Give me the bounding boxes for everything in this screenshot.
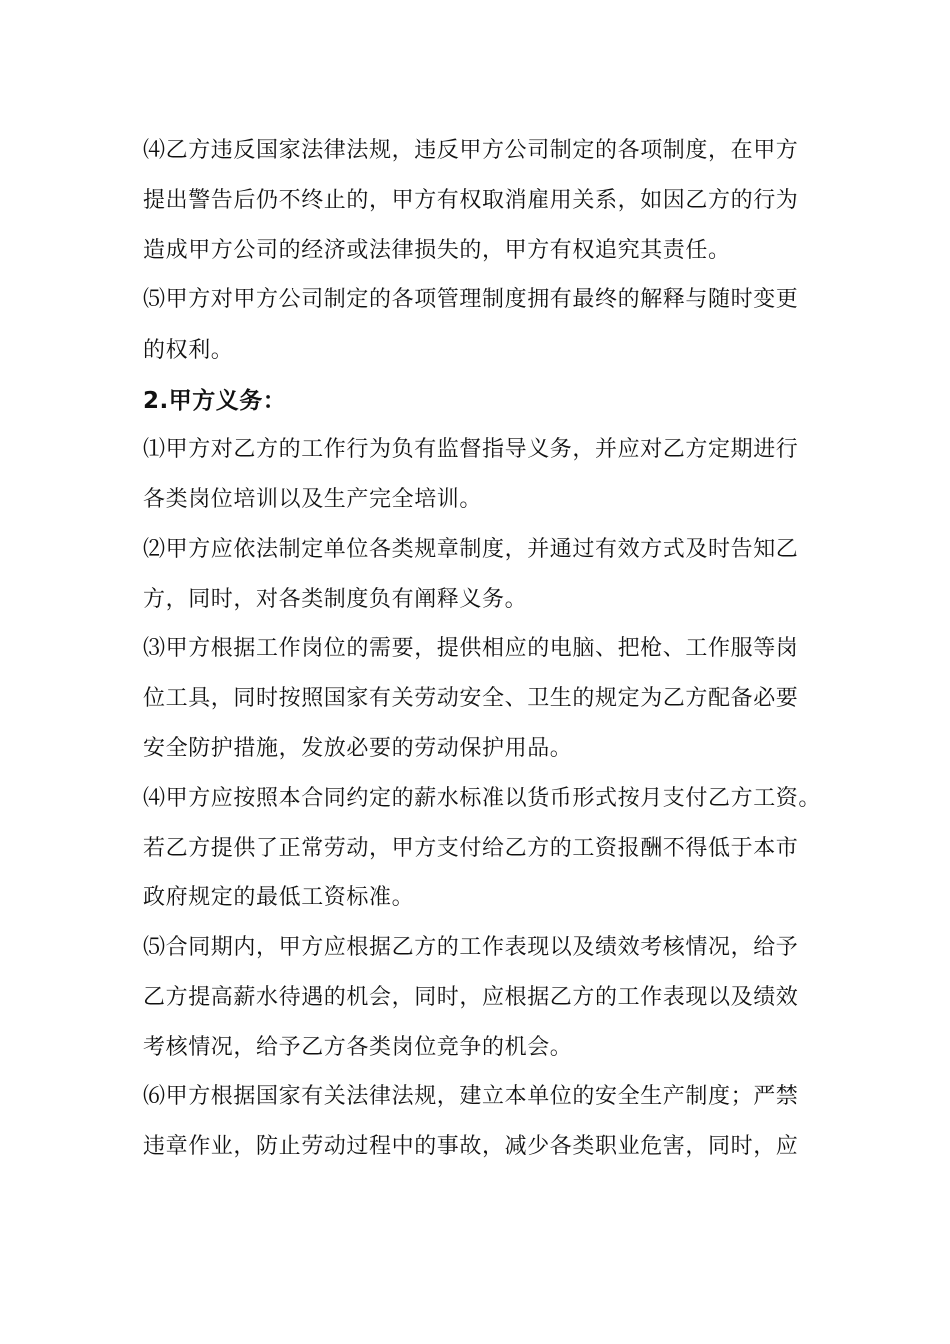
paragraph-line: 安全防护措施，发放必要的劳动保护用品。 bbox=[143, 736, 573, 761]
paragraph-line: ⑷甲方应按照本合同约定的薪水标准以货币形式按月支付乙方工资。 bbox=[143, 786, 822, 811]
paragraph-line: 位工具，同时按照国家有关劳动安全、卫生的规定为乙方配备必要 bbox=[143, 686, 799, 711]
paragraph-line: ⑹甲方根据国家有关法律法规，建立本单位的安全生产制度；严禁 bbox=[143, 1084, 799, 1109]
section-heading: 2.甲方义务： bbox=[143, 388, 287, 414]
paragraph-line: ⑸合同期内，甲方应根据乙方的工作表现以及绩效考核情况，给予 bbox=[143, 935, 799, 960]
paragraph-line: 乙方提高薪水待遇的机会，同时，应根据乙方的工作表现以及绩效 bbox=[143, 985, 799, 1010]
paragraph-line: 违章作业，防止劳动过程中的事故，减少各类职业危害，同时，应 bbox=[143, 1134, 799, 1159]
paragraph-line: 各类岗位培训以及生产完全培训。 bbox=[143, 487, 483, 512]
paragraph-line: 的权利。 bbox=[143, 338, 234, 363]
paragraph-line: ⑴甲方对乙方的工作行为负有监督指导义务，并应对乙方定期进行 bbox=[143, 437, 799, 462]
paragraph-line: 方，同时，对各类制度负有阐释义务。 bbox=[143, 587, 528, 612]
paragraph-line: ⑸甲方对甲方公司制定的各项管理制度拥有最终的解释与随时变更 bbox=[143, 287, 799, 312]
paragraph-line: ⑷乙方违反国家法律法规，违反甲方公司制定的各项制度，在甲方 bbox=[143, 138, 799, 163]
paragraph-line: 考核情况，给予乙方各类岗位竞争的机会。 bbox=[143, 1035, 573, 1060]
paragraph-line: ⑶甲方根据工作岗位的需要，提供相应的电脑、把枪、工作服等岗 bbox=[143, 636, 799, 661]
paragraph-line: ⑵甲方应依法制定单位各类规章制度，并通过有效方式及时告知乙 bbox=[143, 537, 799, 562]
paragraph-line: 提出警告后仍不终止的，甲方有权取消雇用关系，如因乙方的行为 bbox=[143, 188, 799, 213]
paragraph-line: 若乙方提供了正常劳动，甲方支付给乙方的工资报酬不得低于本市 bbox=[143, 836, 799, 861]
paragraph-line: 造成甲方公司的经济或法律损失的，甲方有权追究其责任。 bbox=[143, 238, 731, 263]
paragraph-line: 政府规定的最低工资标准。 bbox=[143, 885, 415, 910]
